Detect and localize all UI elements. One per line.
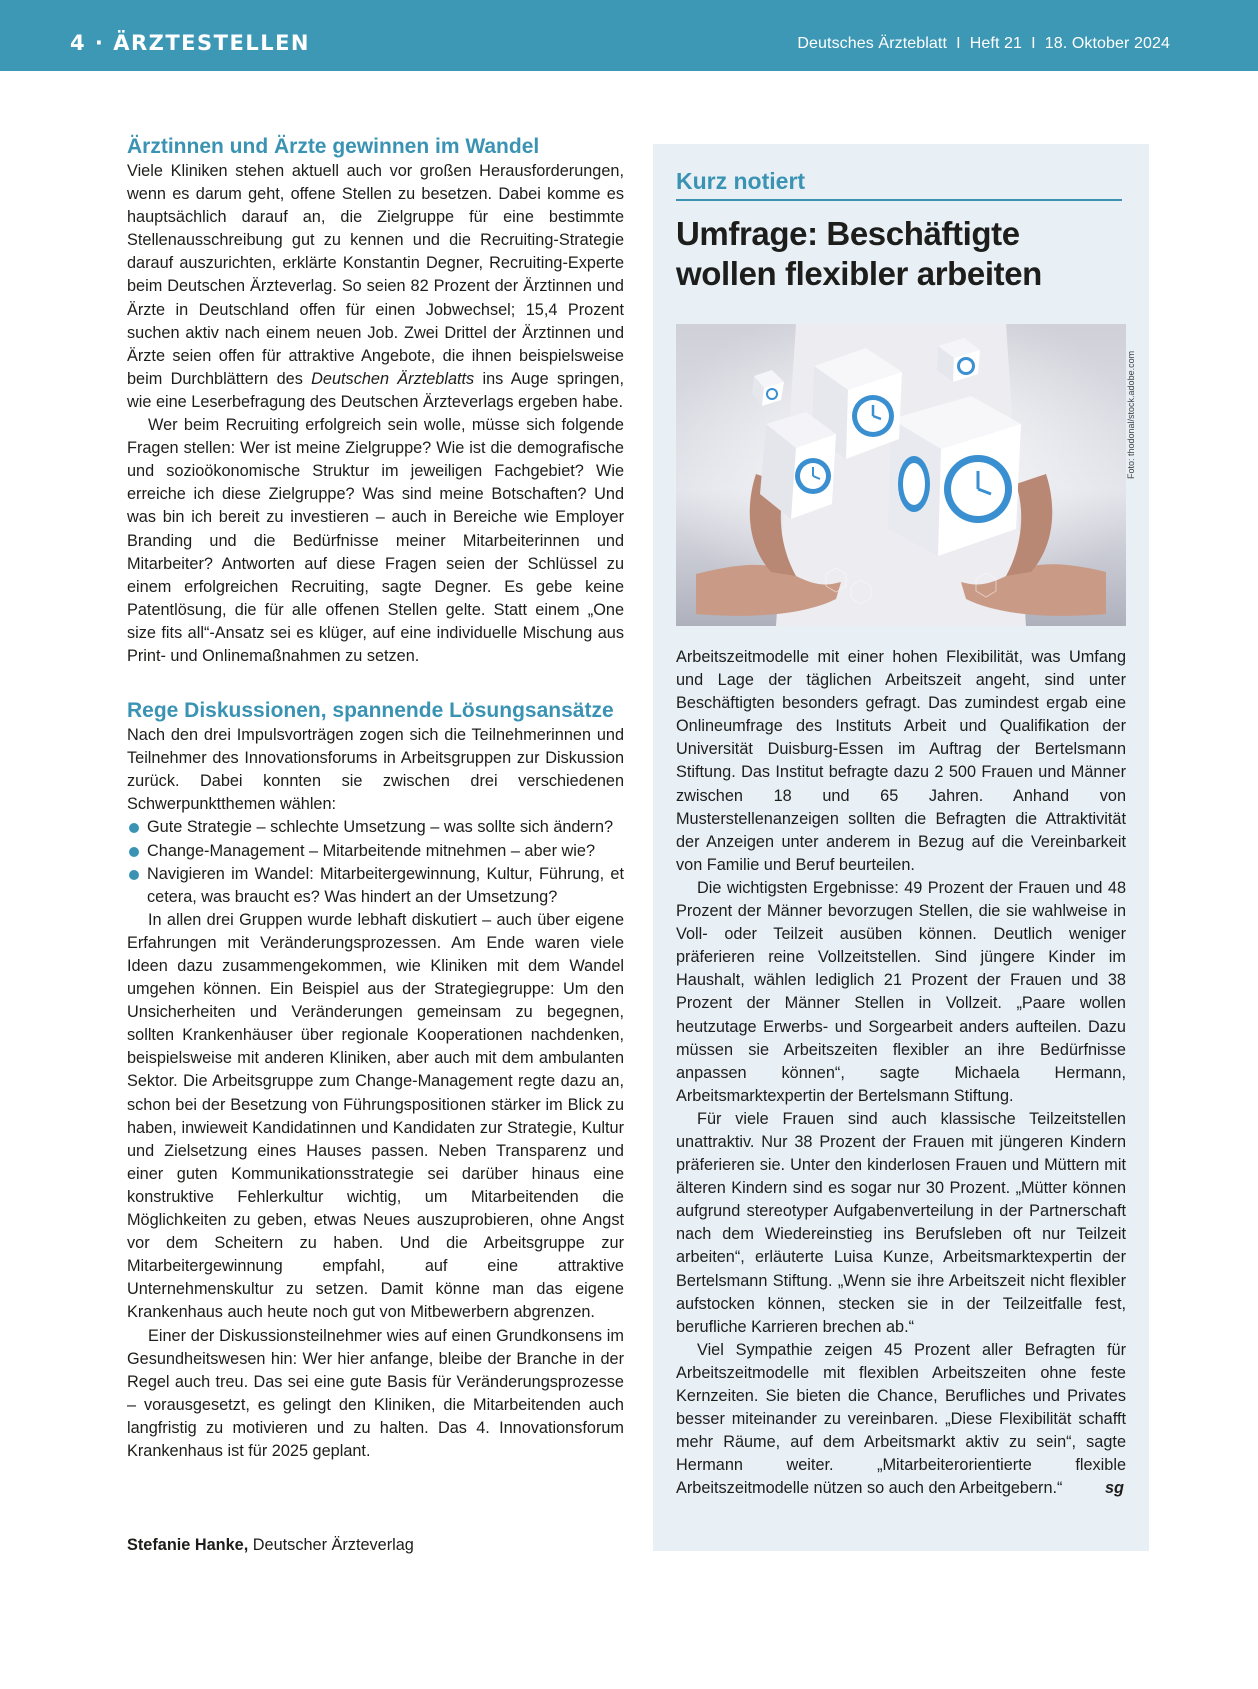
article-paragraph-3: Nach den drei Impulsvorträgen zogen sich die Teilnehmerinnen und Teilnehmer des Innovationsforums in Arbeitsgruppen zur Diskussion zurück. Dabei konnten sie zwischen drei verschiedenen Schwerpunktthemen wählen:	[127, 726, 624, 814]
box-body	[676, 646, 1126, 1500]
large-clock-cube	[888, 396, 1021, 556]
box-paragraph-4	[676, 1339, 1126, 1501]
article-paragraph-4: In allen drei Gruppen wurde lebhaft diskutiert – auch über eigene Erfahrungen mit Veränderungsprozessen. Am Ende waren viele Ideen dazu zusammengekommen, wie Kliniken mit dem Wandel umgehen können. Ein Beispiel aus der Strategiegruppe: Um den Unsicherheiten und Veränderungen gemeinsam zu begegnen, sollten Krankenhäuser über regionale Kooperationen nachdenken, beispielsweise mit anderen Kliniken, aber auch mit dem ambulanten Sektor. Die Arbeitsgruppe zum Change-Management regte dazu an, schon bei der Besetzung von Führungspositionen stärker im Blick zu haben, inwieweit Kandidatinnen und Kandidaten zur Strategie, Kultur und Zielsetzung eines Hauses passen. Neben Transparenz und einer guten Kommunikationsstrategie sei darüber hinaus eine konstruktive Fehlerkultur wichtig, um Mitarbeitenden die Möglichkeiten zu geben, etwas Neues auszuprobieren, ohne Angst vor dem Scheitern zu haben. Und die Arbeitsgruppe zur Mitarbeitergewinnung empfahl, auf eine attraktive Unternehmenskultur zu setzen. Damit könne man das eigene Krankenhaus auch heute noch gut von Mitbewerbern abgrenzen.	[127, 910, 624, 1322]
box-paragraph-1: Arbeitszeitmodelle mit einer hohen Flexibilität, was Umfang und Lage der täglichen Arbeitszeit angeht, sind unter Beschäftigten besonders gefragt. Das zumindest ergab eine Onlineumfrage des Instituts Arbeit und Qualifikation der Universität Duisburg-Essen im Auftrag der Bertelsmann Stiftung. Das Institut befragte dazu 2 500 Frauen und Männer zwischen 18 und 65 Jahren. Anhand von Musterstellenanzeigen sollten die Befragten die Attraktivität der Anzeigen unter anderem in Bezug auf die Vereinbarkeit von Familie und Beruf beurteilen.	[676, 648, 1126, 874]
list-item: Gute Strategie – schlechte Umsetzung – was sollte sich ändern?	[127, 816, 624, 839]
topic-list	[127, 816, 624, 908]
article-photo	[676, 324, 1126, 626]
section-title: 4 · ÄRZTESTELLEN	[70, 31, 311, 55]
author-name: Stefanie Hanke,	[127, 1536, 249, 1554]
publication-info: Deutsches Ärzteblatt I Heft 21 I 18. Oktober 2024	[797, 35, 1170, 52]
tilted-clock-cube	[760, 412, 836, 519]
photo-credit: Foto: thodonal/stock.adobe.com	[1126, 350, 1136, 479]
section-heading-1: Ärztinnen und Ärzte gewinnen im Wandel	[127, 135, 540, 158]
section-heading-2: Rege Diskussionen, spannende Lösungsansätze	[127, 699, 614, 723]
article-paragraph-2: Wer beim Recruiting erfolgreich sein wolle, müsse sich folgende Fragen stellen: Wer ist meine Zielgruppe? Wie ist die demografische und sozioökonomische Struktur im jeweiligen Fachgebiet? Wie erreiche ich diese Zielgruppe? Was sind meine Botschaften? Und was bin ich bereit zu investieren – auch in Bereiche wie Employer Branding und die Bedürfnisse meiner Mitarbeiterinnen und Mitarbeiter? Antworten auf diese Fragen seien der Schlüssel zu einem erfolgreichen Recruiting, sagte Degner. Es gebe keine Patentlösung, die für alle offenen Stellen gelte. Statt einem „One size fits all“-Ansatz sei es klüger, auf eine individuelle Mischung aus Print- und Onlinemaßnahmen zu setzen.	[127, 416, 624, 665]
paragraph-1-text-end: ins Auge springen, wie eine Leserbefragung des Deutschen Ärzteverlags ergeben habe.	[127, 369, 624, 411]
publication-name: Deutschen Ärzteblatts	[311, 369, 475, 388]
author-line	[127, 1534, 414, 1557]
list-item: Navigieren im Wandel: Mitarbeitergewinnung, Kultur, Führung, et cetera, was braucht es? Was hindert an der Umsetzung?	[127, 863, 624, 909]
author-initials: sg	[1104, 1479, 1124, 1498]
clock-cubes-illustration	[676, 324, 1126, 626]
box-kicker: Kurz notiert	[676, 168, 1122, 201]
author-org: Deutscher Ärzteverlag	[248, 1536, 414, 1554]
box-paragraph-2: Die wichtigsten Ergebnisse: 49 Prozent der Frauen und 48 Prozent der Männer bevorzugen Stellen, die sie wahlweise in Voll- oder Teilzeit ausüben können. Deutlich weniger präferieren reine Vollzeitstellen. Sind jüngere Kinder im Haushalt, wählen lediglich 21 Prozent der Frauen und 38 Prozent der Männer Stellen in Vollzeit. „Paare wollen heutzutage Erwerbs- und Sorgearbeit anders aufteilen. Dazu müssen sie Arbeitszeiten flexibler an ihre Bedürfnisse anpassen können“, sagte Michaela Hermann, Arbeitsmarktexpertin der Bertelsmann Stiftung.	[676, 878, 1126, 1105]
main-article	[127, 134, 624, 1463]
list-item: Change-Management – Mitarbeitende mitnehmen – aber wie?	[127, 840, 624, 863]
box-paragraph-4-text: Viel Sympathie zeigen 45 Prozent aller Befragten für Arbeitszeitmodelle mit flexiblen Arbeitszeiten ohne feste Kernzeiten. Sie bieten die Chance, Berufliches und Privates besser miteinander zu vereinbaren. „Diese Flexibilität schafft mehr Räume, auf dem Arbeitsmarkt aktiv zu sein“, sagte Hermann weiter. „Mitarbeiterorientierte flexible Arbeitszeitmodelle nützen so auch den Arbeitgebern.“	[676, 1340, 1126, 1498]
paragraph-1-text: Viele Kliniken stehen aktuell auch vor großen Herausforderungen, wenn es darum geht, offene Stellen zu besetzen. Dabei komme es hauptsächlich darauf an, die Zielgruppe für eine bestimmte Stellenausschreibung gut zu kennen und die Recruiting-Strategie darauf auszurichten, erklärte Konstantin Degner, Recruiting-Experte beim Deutschen Ärzteverlag. So seien 82 Prozent der Ärztinnen und Ärzte in Deutschland offen für einen Jobwechsel; 15,4 Prozent suchen aktiv nach einem neuen Job. Zwei Drittel der Ärztinnen und Ärzte seien offen für attraktive Angebote, die ihnen beispielsweise beim Durchblättern des	[127, 162, 624, 388]
kurz-notiert-box	[653, 144, 1149, 1551]
article-paragraph-1	[127, 160, 624, 414]
article-paragraph-5: Einer der Diskussionsteilnehmer wies auf einen Grundkonsens im Gesundheitswesen hin: Wer hier anfange, bleibe der Branche in der Regel auch treu. Das sei eine gute Basis für Veränderungsprozesse – vorausgesetzt, es gelingt den Kliniken, die Mitarbeitenden auch langfristig zu motivieren und zu halten. Das 4. Innovationsforum Krankenhaus ist für 2025 geplant.	[127, 1326, 624, 1460]
page-header	[0, 0, 1258, 71]
box-paragraph-3: Für viele Frauen sind auch klassische Teilzeitstellen unattraktiv. Nur 38 Prozent der Frauen mit jüngeren Kindern präferieren sie. Unter den kinderlosen Frauen und Müttern mit älteren Kindern sind es sogar nur 30 Prozent. „Mütter können aufgrund stereotyper Aufgabenverteilung in der Partnerschaft nach dem Wiedereinstieg ins Berufsleben oft nur Teilzeit arbeiten“, erläuterte Luisa Kunze, Arbeitsmarktexpertin der Bertelsmann Stiftung. „Wenn sie ihre Arbeitszeit nicht flexibler aufstocken können, stecken sie in der Teilzeitfalle fest, berufliche Karrieren brechen ab.“	[676, 1109, 1126, 1336]
box-title: Umfrage: Beschäftigte wollen flexibler arbeiten	[676, 215, 1042, 292]
